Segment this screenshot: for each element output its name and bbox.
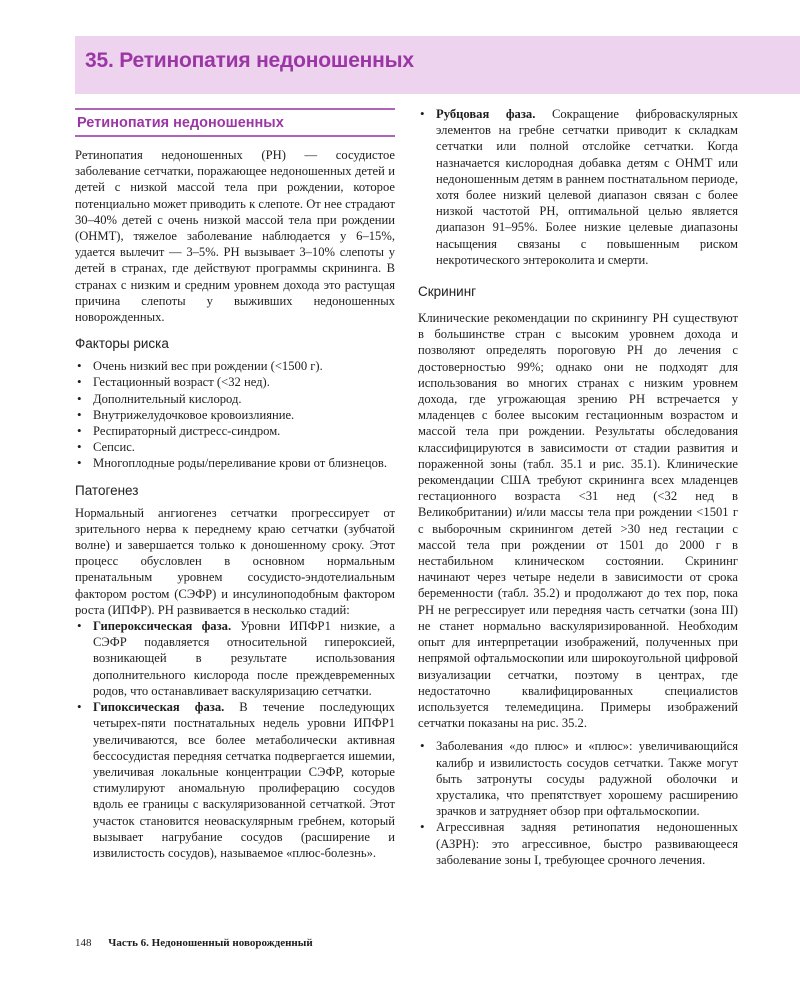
list-item: • Гестационный возраст (<32 нед). xyxy=(75,374,395,390)
section-title: Ретинопатия недоношенных xyxy=(77,115,284,131)
phases-list xyxy=(75,618,395,861)
pathogenesis-heading: Патогенез xyxy=(75,482,139,498)
screening-paragraph: Клинические рекомендации по скринингу РН существуют в большинстве стран с высоким уровнем дохода и позволяют определять пороговую РН до лечения с достоверностью 99%; однако они не подходят для использования во многих странах с низким уровнем дохода, где угрожающая зрению РН встречается у младенцев с более высоким гестационным возрастом и массой тела при рождении. Результаты обследования классифицируются в зависимости от стадии развития и пораженной зоны (табл. 35.1 и рис. 35.1). Клинические рекомендации США требуют скрининга всех младенцев гестационного возраста <31 нед (<32 нед в Великобритании) и/или массы тела при рождении <1501 г с выборочным скринингом детей >30 нед гестации с массой тела при рождении от 1501 до 2000 г в нестабильном клиническом состоянии. Скрининг начинают через четыре недели в зависимости от срока беременности (табл. 35.2) и продолжают до тех пор, пока РН не регрессирует или передняя часть сетчатки (зона III) не станет нормально васкуляризированной. Необходим опыт для интерпретации изображений, полученных при непрямой офтальмоскопии или широкоугольной цифровой визуализации сетчатки, поэтому в центрах, где недостаточно квалифицированных специалистов используется телемедицина. Примеры изображений сетчатки показаны на рис. 35.2. xyxy=(418,311,738,731)
list-item xyxy=(418,106,738,268)
phase-text: Уровни ИПФР1 низкие, а СЭФР подавляется относительной гипероксией, возникающей в результате использования дополнительного кислорода после преждевременных родов, что останавливает васкуляризацию сетчатки. xyxy=(93,619,395,698)
intro-paragraph: Ретинопатия недоношенных (РН) — сосудистое заболевание сетчатки, поражающее недоношенных детей и детей с низкой массой тела при рождении, которое потенциально может приводить к слепоте. От нее страдают 30–40% детей с очень низкой массой тела при рождении (ОНМТ), тяжелое заболевание наблюдается у 6–15%, удается вылечит — 3–5%. РН вызывает 3–10% слепоты у детей в странах, где действуют программы скрининга. В странах с низким и средним уровнем дохода это растущая причина слепоты у выживших недоношенных новорожденных. xyxy=(75,148,395,325)
phase-text: Сокращение фиброваскулярных элементов на гребне сетчатки приводит к складкам сетчатки или полной отслойке сетчатки. Когда назначается кислородная добавка детям с ОНМТ или недоношенным детям в раннем постнатальном периоде, хотя более низкий целевой диапазон связан с более низкой частотой РН, оптимальной целью является диапазон 91–95%. Более низкие целевые диапазоны насыщения связаны с повышенным риском некротического энтероколита и смерти. xyxy=(436,107,739,267)
left-column xyxy=(75,108,395,861)
list-item: • Агрессивная задняя ретинопатия недоношенных (АЗРН): это агрессивное, быстро развивающееся заболевание зоны I, требующее срочного лечения. xyxy=(418,819,738,868)
page-number: 148 xyxy=(75,937,92,949)
list-item xyxy=(75,699,395,861)
phases-list-continued xyxy=(418,106,738,268)
section-header xyxy=(75,108,395,137)
risk-factors-heading: Факторы риска xyxy=(75,336,169,352)
list-item: • Заболевания «до плюс» и «плюс»: увеличивающийся калибр и извилистость сосудов сетчатки. Также могут быть затронуты сосуды радужной оболочки и хрусталика, что препятствует хорошему расширению зрачков и затрудняет обзор при офтальмоскопии. xyxy=(418,738,738,819)
screening-list xyxy=(418,738,738,868)
phase-name: Рубцовая фаза. xyxy=(436,107,536,121)
phase-name: Гипоксическая фаза. xyxy=(93,700,225,715)
list-item xyxy=(75,618,395,699)
chapter-header-band xyxy=(75,36,800,94)
chapter-title: 35. Ретинопатия недоношенных xyxy=(85,49,414,72)
list-item: • Многоплодные роды/переливание крови от близнецов. xyxy=(75,455,395,471)
list-item: • Внутрижелудочковое кровоизлияние. xyxy=(75,407,395,423)
pathogenesis-paragraph: Нормальный ангиогенез сетчатки прогрессирует от зрительного нерва к переднему краю сетчатки (зубчатой волне) и завершается только к доношенному сроку. Этот процесс обусловлен в основном нормальным пренатальным уровнем сосудисто-эндотелиальным фактором ростом (СЭФР) и инсулиноподобным фактором роста (ИПФР). РН развивается в несколько стадий: xyxy=(75,505,395,617)
list-item: • Дополнительный кислород. xyxy=(75,391,395,407)
page-footer xyxy=(75,937,313,949)
right-column xyxy=(418,106,738,868)
screening-heading: Скрининг xyxy=(418,284,477,300)
list-item: • Сепсис. xyxy=(75,439,395,455)
risk-factors-list xyxy=(75,358,395,471)
phase-text: В течение последующих четырех-пяти постнатальных недель уровни ИПФР1 увеличиваются, все более метаболически активная бессосудистая передняя сетчатка подвергается ишемии, увеличивая локальные концентрации СЭФР, которые стимулируют аномальную пролиферацию сосудов вдоль ее границы с васкуляризованной сетчаткой. Этот участок становится неоваскулярным гребнем, который вызывает нагрубание сосудов (расширение и извилистость сосудов), называемое «плюс-болезнь». xyxy=(93,700,395,860)
list-item: • Респираторный дистресс-синдром. xyxy=(75,423,395,439)
part-label: Часть 6. Недоношенный новорожденный xyxy=(108,937,313,949)
phase-name: Гипероксическая фаза. xyxy=(93,619,232,634)
list-item: • Очень низкий вес при рождении (<1500 г). xyxy=(75,358,395,374)
